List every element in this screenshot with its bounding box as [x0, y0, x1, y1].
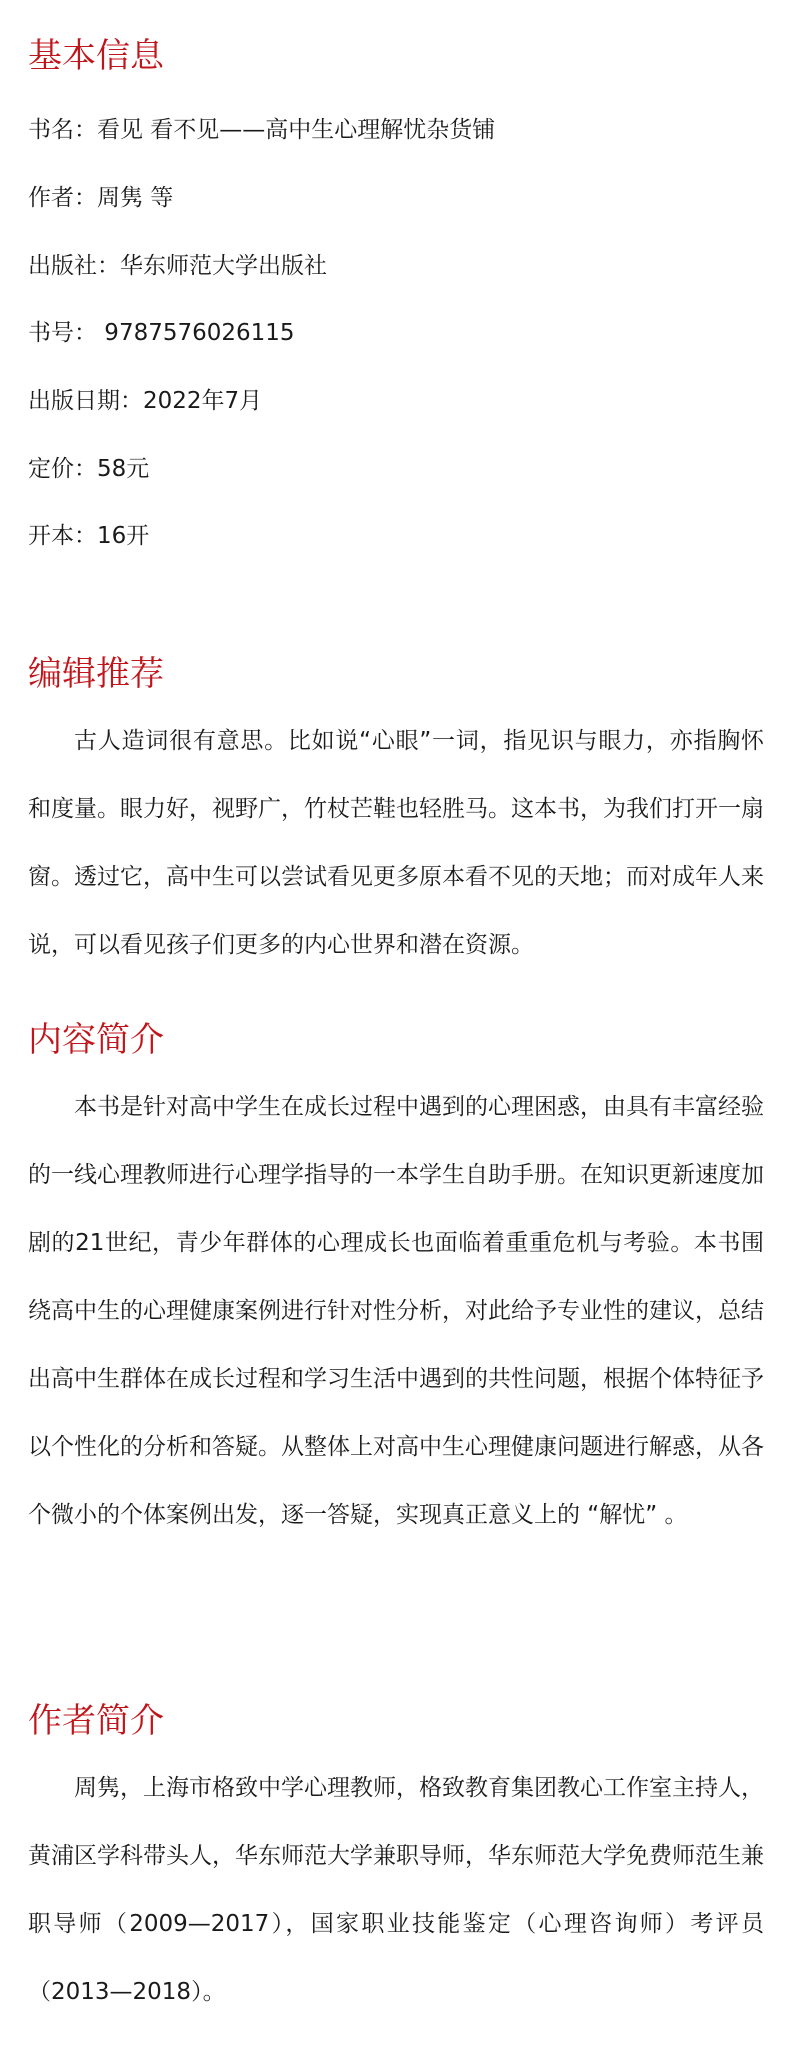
section-title-author-intro: 作者简介	[28, 1701, 164, 1741]
info-author: 作者：周隽 等	[28, 185, 174, 211]
section-title-editor-recommendation: 编辑推荐	[28, 654, 164, 694]
section-title-content-intro: 内容简介	[28, 1020, 164, 1060]
section-title-basic-info: 基本信息	[28, 36, 164, 76]
info-book-title: 书名：看见 看不见——高中生心理解忧杂货铺	[28, 117, 496, 143]
info-price: 定价：58元	[28, 456, 150, 482]
author-intro-text: 周隽，上海市格致中学心理教师，格致教育集团教心工作室主持人，黄浦区学科带头人，华东师范大学兼职导师，华东师范大学免费师范生兼职导师（2009—2017），国家职业技能鉴定（心理咨询师）考评员（2013—2018）。	[28, 1775, 764, 2005]
info-format: 开本：16开	[28, 523, 150, 549]
editor-recommendation-text: 古人造词很有意思。比如说“心眼”一词，指见识与眼力，亦指胸怀和度量。眼力好，视野广，竹杖芒鞋也轻胜马。这本书，为我们打开一扇窗。透过它，高中生可以尝试看见更多原本看不见的天地；而对成年人来说，可以看见孩子们更多的内心世界和潜在资源。	[28, 728, 764, 958]
content-intro-text: 本书是针对高中学生在成长过程中遇到的心理困惑，由具有丰富经验的一线心理教师进行心理学指导的一本学生自助手册。在知识更新速度加剧的21世纪，青少年群体的心理成长也面临着重重危机与考验。本书围绕高中生的心理健康案例进行针对性分析，对此给予专业性的建议，总结出高中生群体在成长过程和学习生活中遇到的共性问题，根据个体特征予以个性化的分析和答疑。从整体上对高中生心理健康问题进行解惑，从各个微小的个体案例出发，逐一答疑，实现真正意义上的 “解忧” 。	[28, 1094, 764, 1528]
info-isbn: 书号： 9787576026115	[28, 320, 295, 346]
info-publish-date: 出版日期：2022年7月	[28, 388, 263, 414]
info-publisher: 出版社：华东师范大学出版社	[28, 253, 327, 279]
